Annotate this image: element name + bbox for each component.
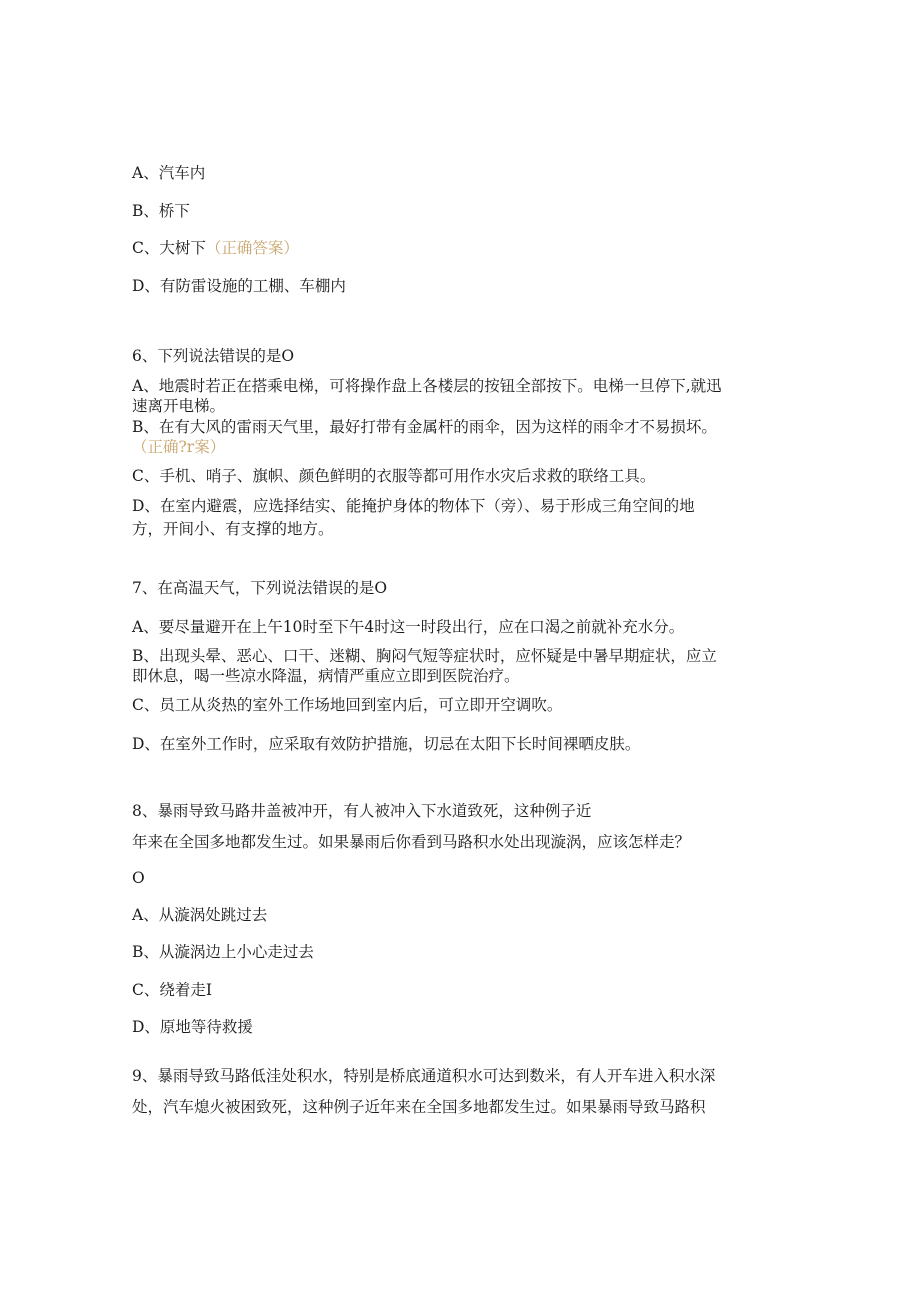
q6-option-a-line2: 速离开电梯。 xyxy=(132,397,226,415)
q8-stem-line1: 8、暴雨导致马路井盖被冲开，有人被冲入下水道致死，这种例子近 xyxy=(132,802,592,820)
q5-option-b: B、桥下 xyxy=(132,202,190,220)
q8-stem-line2: 年来在全国多地都发生过。如果暴雨后你看到马路积水处出现漩涡，应该怎样走？ xyxy=(132,833,691,851)
q8-option-b: B、从漩涡边上小心走过去 xyxy=(132,943,314,961)
q8-option-d: D、原地等待救援 xyxy=(132,1018,253,1036)
q6-option-a-line1: A、地震时若正在搭乘电梯，可将操作盘上各楼层的按钮全部按下。电梯一旦停下,就迅 xyxy=(132,377,722,395)
q6-option-c: C、手机、哨子、旗帜、颜色鲜明的衣服等都可用作水灾后求救的联络工具。 xyxy=(132,467,656,485)
q7-option-b-line1: B、出现头晕、恶心、口干、迷糊、胸闷气短等症状时，应怀疑是中暑早期症状，应立 xyxy=(132,647,717,665)
q7-option-d: D、在室外工作时，应采取有效防护措施，切忌在太阳下长时间裸晒皮肤。 xyxy=(132,735,641,753)
q9-stem-line2: 处，汽车熄火被困致死，这种例子近年来在全国多地都发生过。如果暴雨导致马路积 xyxy=(132,1098,706,1116)
q6-option-d-line2: 方，开间小、有支撑的地方。 xyxy=(132,520,334,538)
q7-option-b-line2: 即休息，喝一些凉水降温，病情严重应立即到医院治疗。 xyxy=(132,667,520,685)
q6-option-d-line1: D、在室内避震，应选择结实、能掩护身体的物体下（旁）、易于形成三角空间的地 xyxy=(132,497,695,515)
q9-stem-line1: 9、暴雨导致马路低洼处积水，特别是桥底通道积水可达到数米，有人开车进入积水深 xyxy=(132,1067,716,1085)
q8-option-c: C、绕着走I xyxy=(132,981,212,999)
q8-option-a: A、从漩涡处跳过去 xyxy=(132,906,268,924)
q6-stem: 6、下列说法错误的是O xyxy=(132,347,295,365)
q6-answer-mark: （正确?r案） xyxy=(132,438,226,456)
q7-option-c: C、员工从炎热的室外工作场地回到室内后，可立即开空调吹。 xyxy=(132,696,563,714)
q5-answer-mark: （正确答案） xyxy=(205,239,299,257)
q6-option-b-line1: B、在有大风的雷雨天气里，最好打带有金属杆的雨伞，因为这样的雨伞才不易损坏。 xyxy=(132,418,717,436)
q8-stem-line3: O xyxy=(132,869,145,887)
q7-stem: 7、在高温天气，下列说法错误的是O xyxy=(132,579,388,597)
q5-option-c xyxy=(132,238,299,258)
q5-option-a: A、汽车内 xyxy=(132,164,206,182)
q5-option-c-text: C、大树下 xyxy=(132,239,206,257)
q5-option-d: D、有防雷设施的工棚、车棚内 xyxy=(132,277,346,295)
q7-option-a: A、要尽量避开在上午10时至下午4时这一时段出行，应在口渴之前就补充水分。 xyxy=(132,618,685,636)
